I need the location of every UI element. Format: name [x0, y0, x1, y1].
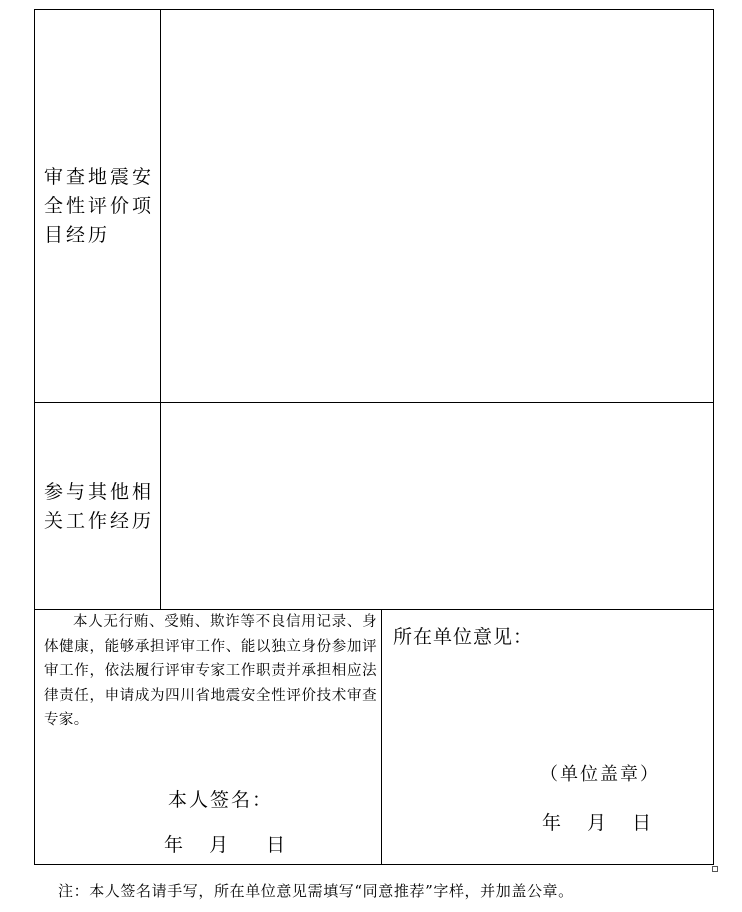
unit-date-year: 年 [542, 812, 562, 834]
other-experience-label: 参与其他相关工作经历 [44, 481, 155, 532]
footnote: 注：本人签名请手写，所在单位意见需填写“同意推荐”字样，并加盖公章。 [58, 882, 574, 900]
other-experience-field[interactable] [161, 403, 713, 609]
unit-date-month: 月 [587, 812, 607, 834]
unit-opinion-field[interactable] [382, 655, 713, 750]
review-experience-field[interactable] [161, 10, 713, 402]
table-right-border [713, 9, 714, 865]
signature-date-year: 年 [164, 834, 184, 856]
table-left-border [34, 9, 35, 865]
table-bottom-border [34, 864, 714, 865]
review-experience-label: 审查地震安全性评价项目经历 [44, 166, 155, 246]
table-corner-handle [712, 866, 718, 872]
unit-date-day: 日 [632, 812, 652, 834]
signature-field[interactable] [262, 780, 372, 812]
unit-opinion-label: 所在单位意见： [393, 626, 534, 648]
unit-date [542, 808, 651, 835]
unit-stamp-label: （单位盖章） [540, 764, 660, 785]
signature-date-day: 日 [266, 834, 286, 856]
declaration-text: 本人无行贿、受贿、欺诈等不良信用记录、身体健康，能够承担评审工作、能以独立身份参加评审工作，依法履行评审专家工作职责并承担相应法律责任，申请成为四川省地震安全性评价技术审查专家。 [44, 614, 377, 728]
signature-date [164, 830, 285, 857]
signature-date-month: 月 [209, 834, 229, 856]
signature-label: 本人签名： [168, 789, 274, 811]
